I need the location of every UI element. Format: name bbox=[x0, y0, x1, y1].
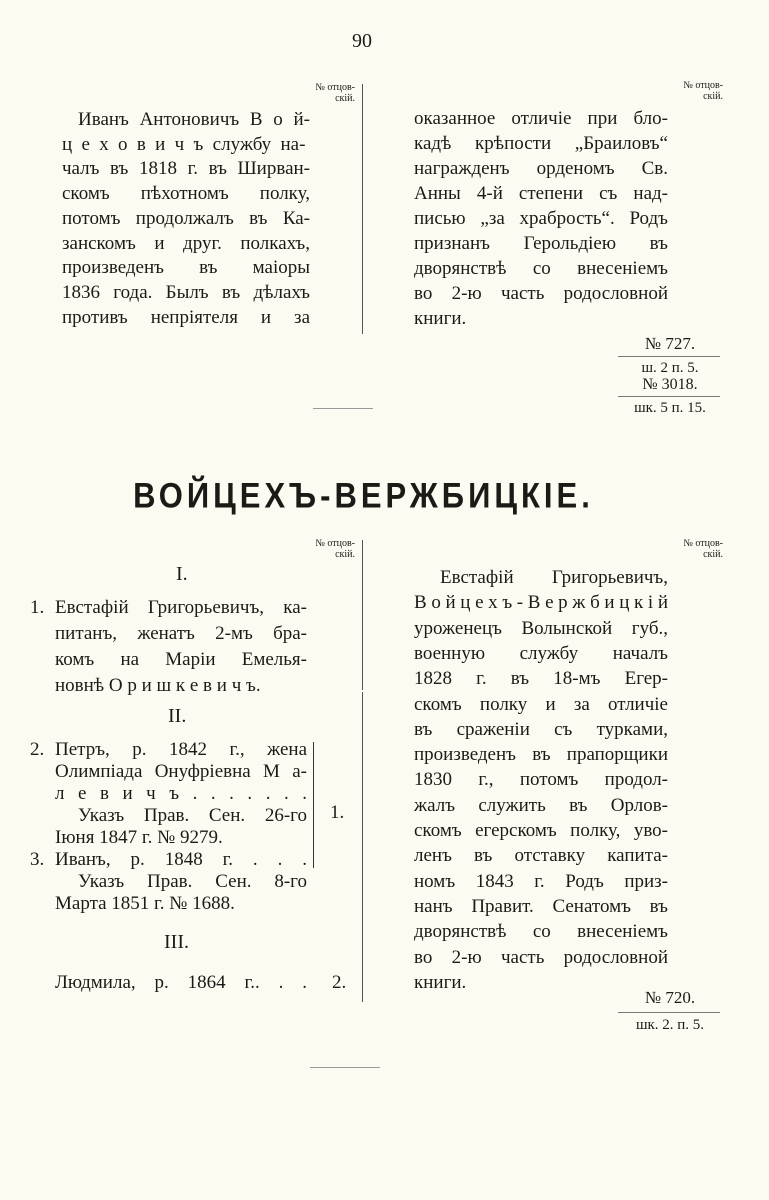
text-line: противъ непріятеля и за bbox=[62, 307, 310, 328]
text-line: скомъ полку и за отличіе bbox=[414, 693, 668, 715]
column-divider bbox=[362, 84, 363, 334]
page-number: 90 bbox=[352, 30, 372, 52]
text-line: занскомъ и друг. полкахъ, bbox=[62, 233, 310, 254]
text-line: Иванъ, р. 1848 г. . . . bbox=[55, 849, 307, 870]
margin-note-line: № отцов- bbox=[315, 538, 355, 549]
text-line: Марта 1851 г. № 1688. bbox=[55, 893, 235, 914]
text-line: книги. bbox=[414, 308, 467, 329]
reference-number: № 727. bbox=[644, 334, 696, 353]
text-line: ц е х о в и ч ъ службу на- bbox=[62, 134, 306, 155]
reference-shelf: шк. 2. п. 5. bbox=[635, 1017, 705, 1033]
generation-heading: I. bbox=[176, 563, 188, 585]
text-line: В о й ц е х ъ - В е р ж б и ц к і й bbox=[414, 592, 668, 614]
text-line: уроженецъ Волынской губ., bbox=[414, 617, 668, 639]
text-line: Указъ Прав. Сен. 8-го bbox=[78, 871, 307, 892]
reference-number: № 3018. bbox=[642, 376, 698, 393]
separator bbox=[310, 1067, 380, 1068]
generation-heading: III. bbox=[164, 931, 189, 953]
margin-note-line: № отцов- bbox=[683, 538, 723, 549]
margin-note bbox=[663, 538, 723, 560]
text-line: л е в и ч ъ . . . . . . . bbox=[55, 783, 307, 804]
rule bbox=[618, 396, 720, 397]
text-line: жалъ служить въ Орлов- bbox=[414, 794, 668, 816]
text-line: Петръ, р. 1842 г., жена bbox=[55, 739, 307, 760]
text-line: Иванъ Антоновичъ В о й- bbox=[78, 109, 310, 130]
text-line: нанъ Правит. Сенатомъ въ bbox=[414, 895, 668, 917]
section-title: ВОЙЦЕХЪ-ВЕРЖБИЦКІЕ. bbox=[133, 475, 594, 516]
text-line: новнѣ О р и ш к е в и ч ъ. bbox=[55, 675, 261, 696]
reference-shelf: ш. 2 п. 5. bbox=[641, 360, 699, 376]
text-line: во 2-ю часть родословной bbox=[414, 946, 668, 968]
margin-note-line: скій. bbox=[703, 549, 723, 560]
text-line: во 2-ю часть родословной bbox=[414, 283, 668, 304]
margin-note-line: скій. bbox=[335, 549, 355, 560]
margin-note-line: № отцов- bbox=[315, 82, 355, 93]
text-line: признанъ Герольдіею въ bbox=[414, 233, 668, 254]
text-line: Людмила, р. 1864 г.. . . bbox=[55, 972, 307, 993]
text-line: оказанное отличіе при бло- bbox=[414, 108, 668, 129]
generation-heading: II. bbox=[168, 705, 187, 727]
rule bbox=[618, 356, 720, 357]
text-line: писью „за храбрость“. Родъ bbox=[414, 208, 668, 229]
column-divider bbox=[362, 692, 363, 1002]
text-line: Анны 4-й степени съ над- bbox=[414, 183, 668, 204]
text-line: произведенъ въ прапорщики bbox=[414, 744, 668, 766]
text-line: потомъ продолжалъ въ Ка- bbox=[62, 208, 310, 229]
entry-number: 1. bbox=[30, 597, 45, 618]
text-line: Указъ Прав. Сен. 26-го bbox=[78, 805, 307, 826]
text-line: награжденъ орденомъ Св. bbox=[414, 158, 668, 179]
text-line: произведенъ въ маіоры bbox=[62, 257, 310, 278]
column-divider bbox=[362, 540, 363, 690]
text-line: 1830 г., потомъ продол- bbox=[414, 769, 668, 791]
text-line: чалъ въ 1818 г. въ Ширван- bbox=[62, 158, 310, 179]
rule bbox=[618, 1012, 720, 1013]
margin-note bbox=[663, 80, 723, 102]
margin-note bbox=[295, 82, 355, 104]
text-line: въ сраженіи съ турками, bbox=[414, 718, 668, 740]
margin-note-line: скій. bbox=[703, 91, 723, 102]
father-reference: 2. bbox=[332, 972, 347, 993]
text-line: Іюня 1847 г. № 9279. bbox=[55, 827, 223, 848]
margin-note-line: № отцов- bbox=[683, 80, 723, 91]
text-line: 1836 года. Былъ въ дѣлахъ bbox=[62, 282, 310, 303]
text-line: скомъ егерскомъ полку, уво- bbox=[414, 820, 668, 841]
text-line: Олимпіада Онуфріевна М а- bbox=[55, 761, 307, 782]
text-line: дворянствѣ со внесеніемъ bbox=[414, 921, 668, 943]
entry-number: 3. bbox=[30, 849, 45, 870]
text-line: ленъ въ отставку капита- bbox=[414, 845, 668, 867]
text-line: дворянствѣ со внесеніемъ bbox=[414, 258, 668, 279]
text-line: скомъ пѣхотномъ полку, bbox=[62, 183, 310, 204]
text-line: номъ 1843 г. Родъ приз- bbox=[414, 870, 668, 892]
text-line: 1828 г. въ 18-мъ Егер- bbox=[414, 668, 668, 690]
text-line: кадѣ крѣпости „Браиловъ“ bbox=[414, 133, 668, 154]
text-line: книги. bbox=[414, 971, 467, 993]
text-line: питанъ, женатъ 2-мъ бра- bbox=[55, 623, 307, 644]
reference-number: № 720. bbox=[644, 988, 696, 1007]
entry-number: 2. bbox=[30, 739, 45, 760]
father-reference: 1. bbox=[330, 802, 345, 823]
text-line: Евстафій Григорьевичъ, bbox=[440, 567, 668, 588]
margin-note bbox=[295, 538, 355, 560]
margin-note-line: скій. bbox=[335, 93, 355, 104]
reference-shelf: шк. 5 п. 15. bbox=[634, 400, 706, 416]
text-line: комъ на Маріи Емелья- bbox=[55, 649, 307, 670]
brace bbox=[309, 742, 314, 868]
text-line: военную службу началъ bbox=[414, 642, 668, 664]
text-line: Евстафій Григорьевичъ, ка- bbox=[55, 597, 307, 618]
separator bbox=[313, 408, 373, 409]
